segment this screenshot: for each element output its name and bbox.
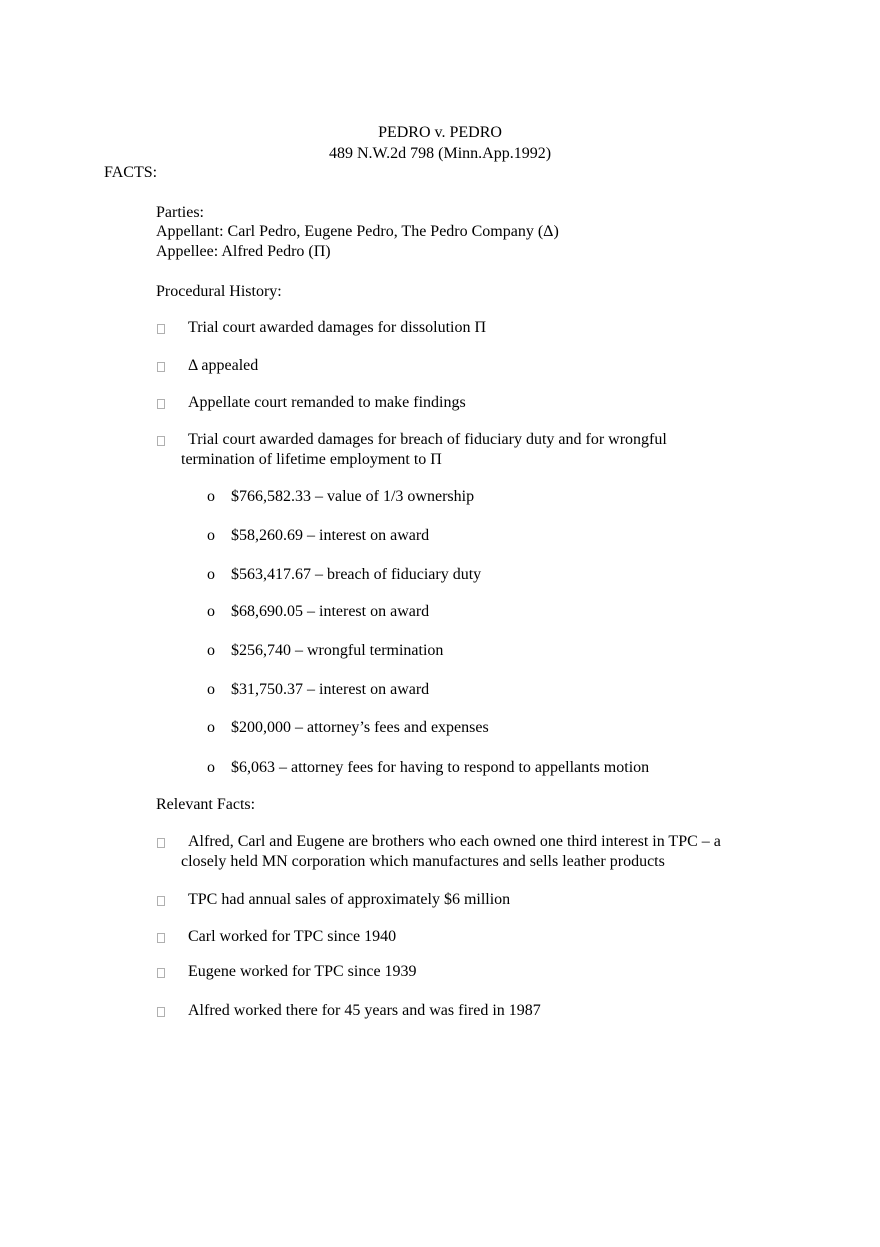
facts-heading: FACTS: <box>104 164 158 181</box>
sub-bullet-icon: o <box>207 719 215 736</box>
relevant-facts-heading: Relevant Facts: <box>156 796 256 813</box>
appellee-line: Appellee: Alfred Pedro (Π) <box>156 243 331 260</box>
bullet-box-icon <box>157 968 165 978</box>
fact-item: Alfred worked there for 45 years and was fired in 1987 <box>188 1002 541 1019</box>
fact-item: TPC had annual sales of approximately $6 million <box>188 891 511 908</box>
sub-bullet-icon: o <box>207 759 215 776</box>
award-item: $200,000 – attorney’s fees and expenses <box>231 719 489 736</box>
bullet-box-icon <box>157 362 165 372</box>
sub-bullet-icon: o <box>207 527 215 544</box>
procedural-item: Trial court awarded damages for breach of fiduciary duty and for wrongful <box>188 431 667 448</box>
sub-bullet-icon: o <box>207 566 215 583</box>
bullet-box-icon <box>157 933 165 943</box>
case-name: PEDRO v. PEDRO <box>378 124 502 141</box>
procedural-item: Trial court awarded damages for dissolution Π <box>188 319 487 336</box>
appellant-line: Appellant: Carl Pedro, Eugene Pedro, The Pedro Company (Δ) <box>156 223 559 240</box>
fact-item: Eugene worked for TPC since 1939 <box>188 963 417 980</box>
procedural-item: Appellate court remanded to make findings <box>188 394 466 411</box>
award-item: $256,740 – wrongful termination <box>231 642 444 659</box>
bullet-box-icon <box>157 838 165 848</box>
award-item: $68,690.05 – interest on award <box>231 603 430 620</box>
sub-bullet-icon: o <box>207 642 215 659</box>
case-citation: 489 N.W.2d 798 (Minn.App.1992) <box>328 145 552 162</box>
fact-item-continuation: closely held MN corporation which manufactures and sells leather products <box>181 853 665 870</box>
bullet-box-icon <box>157 1007 165 1017</box>
parties-heading: Parties: <box>156 204 204 221</box>
procedural-item-continuation: termination of lifetime employment to Π <box>181 451 442 468</box>
procedural-history-heading: Procedural History: <box>156 283 282 300</box>
award-item: $31,750.37 – interest on award <box>231 681 430 698</box>
award-item: $563,417.67 – breach of fiduciary duty <box>231 566 482 583</box>
sub-bullet-icon: o <box>207 681 215 698</box>
bullet-box-icon <box>157 324 165 334</box>
bullet-box-icon <box>157 436 165 446</box>
award-item: $766,582.33 – value of 1/3 ownership <box>231 488 475 505</box>
award-item: $6,063 – attorney fees for having to respond to appellants motion <box>231 759 650 776</box>
sub-bullet-icon: o <box>207 488 215 505</box>
award-item: $58,260.69 – interest on award <box>231 527 430 544</box>
fact-item: Carl worked for TPC since 1940 <box>188 928 397 945</box>
bullet-box-icon <box>157 896 165 906</box>
procedural-item: Δ appealed <box>188 357 259 374</box>
bullet-box-icon <box>157 399 165 409</box>
sub-bullet-icon: o <box>207 603 215 620</box>
fact-item: Alfred, Carl and Eugene are brothers who each owned one third interest in TPC – a <box>188 833 721 850</box>
